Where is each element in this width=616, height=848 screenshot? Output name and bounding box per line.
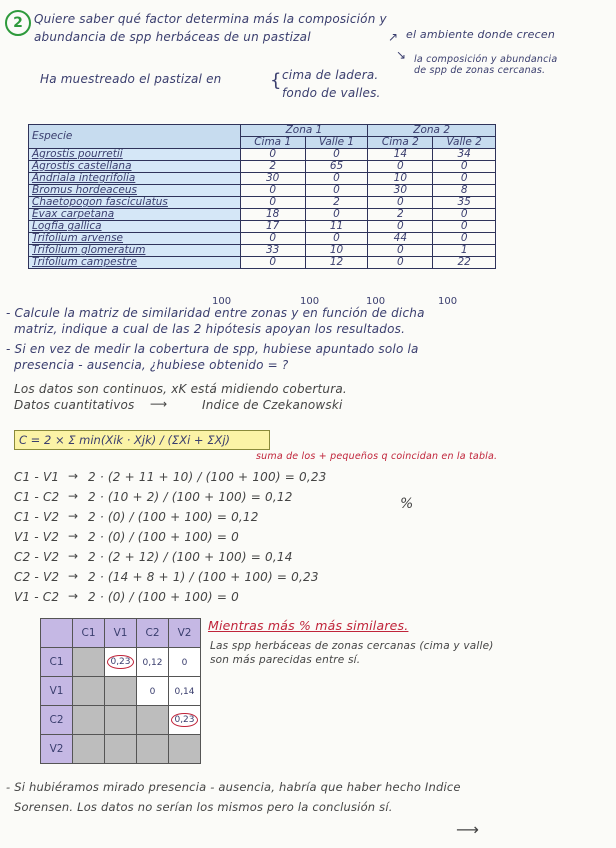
highlighted-value: 0,23 (107, 655, 133, 669)
site-2: fondo de valles. (282, 86, 381, 100)
cover-value: 34 (433, 149, 496, 161)
matrix-cell (73, 677, 105, 706)
czekanowski-formula: C = 2 × Σ min(Xik · Xjk) / (ΣXi + ΣXj) (14, 430, 270, 450)
species-row (29, 221, 496, 233)
cover-value: 35 (433, 197, 496, 209)
highlighted-value: 0,23 (171, 713, 197, 727)
species-header: Especie (29, 125, 241, 149)
calc-expression: 2 · (0) / (100 + 100) = 0,12 (88, 510, 259, 524)
calc-pair: V1 - C2 (14, 590, 60, 604)
matrix-row-label: C2 (41, 706, 73, 735)
cover-value: 0 (433, 209, 496, 221)
matrix-col-c1: C1 (73, 619, 105, 648)
cover-value: 1 (433, 245, 496, 257)
final-line2: Sorensen. Los datos no serían los mismos pero la conclusión sí. (14, 800, 393, 814)
matrix-cell (73, 706, 105, 735)
matrix-row-label: V1 (41, 677, 73, 706)
arrow-icon: ⟶ (456, 820, 480, 839)
matrix-row-label: C1 (41, 648, 73, 677)
brace-icon: { (270, 70, 282, 91)
site-1: cima de ladera. (282, 68, 379, 82)
matrix-cell (169, 648, 201, 677)
matrix-row (41, 648, 201, 677)
intro-line1: Quiere saber qué factor determina más la composición y (34, 12, 387, 26)
question2-line1: - Si en vez de medir la cobertura de spp, hubiese apuntado solo la (6, 342, 419, 356)
species-name: Agrostis pourretii (29, 149, 241, 161)
cover-value: 30 (368, 185, 433, 197)
zone2-header: Zona 2 (368, 125, 496, 137)
subheader-valle2: Valle 2 (433, 137, 496, 149)
cover-value: 22 (433, 257, 496, 269)
cover-value: 18 (240, 209, 305, 221)
arrow-icon: → (68, 489, 79, 503)
cover-value: 0 (305, 233, 368, 245)
answer-line2b: Indice de Czekanowski (202, 398, 343, 412)
species-row (29, 197, 496, 209)
cover-value: 2 (305, 197, 368, 209)
cover-value: 0 (368, 161, 433, 173)
matrix-cell (105, 735, 137, 764)
matrix-cell (105, 706, 137, 735)
hypothesis-a: el ambiente donde crecen (406, 28, 555, 41)
conclusion-title: Mientras más % más similares. (208, 618, 409, 633)
arrow-icon: → (68, 569, 79, 583)
cover-value: 65 (305, 161, 368, 173)
arrow-icon: → (68, 509, 79, 523)
matrix-cell (73, 648, 105, 677)
matrix-cell (105, 648, 137, 677)
matrix-cell (137, 735, 169, 764)
cover-value: 0 (368, 221, 433, 233)
subheader-valle1: Valle 1 (305, 137, 368, 149)
calc-expression: 2 · (14 + 8 + 1) / (100 + 100) = 0,23 (88, 570, 319, 584)
answer-line1: Los datos son continuos, xK está midiendo cobertura. (14, 382, 347, 396)
matrix-row (41, 677, 201, 706)
matrix-col-v2: V2 (169, 619, 201, 648)
species-row (29, 149, 496, 161)
total-valle2: 100 (438, 296, 458, 307)
species-name: Bromus hordeaceus (29, 185, 241, 197)
cover-value: 0 (433, 233, 496, 245)
matrix-cell (169, 735, 201, 764)
cover-value: 0 (368, 197, 433, 209)
species-name: Chaetopogon fasciculatus (29, 197, 241, 209)
question1-line1: - Calcule la matriz de similaridad entre zonas y en función de dicha (6, 306, 425, 320)
arrow-icon: ↘ (396, 48, 407, 62)
arrow-icon: → (68, 549, 79, 563)
calc-expression: 2 · (2 + 12) / (100 + 100) = 0,14 (88, 550, 293, 564)
cover-value: 0 (240, 149, 305, 161)
cover-value: 10 (368, 173, 433, 185)
matrix-col-v1: V1 (105, 619, 137, 648)
matrix-cell (137, 648, 169, 677)
arrow-icon: ⟶ (150, 397, 168, 411)
question-number: 2 (5, 10, 31, 36)
species-row (29, 185, 496, 197)
species-name: Trifolium arvense (29, 233, 241, 245)
matrix-cell (73, 735, 105, 764)
question1-line2: matriz, indique a cual de las 2 hipótesis apoyan los resultados. (14, 322, 406, 336)
calc-expression: 2 · (2 + 11 + 10) / (100 + 100) = 0,23 (88, 470, 327, 484)
species-name: Agrostis castellana (29, 161, 241, 173)
cover-value: 11 (305, 221, 368, 233)
conclusion-line1: Las spp herbáceas de zonas cercanas (cima y valle) (210, 640, 494, 652)
cover-value: 0 (433, 173, 496, 185)
species-name: Andriala integrifolia (29, 173, 241, 185)
cover-value: 2 (240, 161, 305, 173)
species-row (29, 173, 496, 185)
formula-note: suma de los + pequeños q coincidan en la tabla. (256, 451, 498, 462)
cover-value: 8 (433, 185, 496, 197)
calc-expression: 2 · (0) / (100 + 100) = 0 (88, 590, 239, 604)
cover-value: 0 (305, 149, 368, 161)
cover-value: 0 (240, 233, 305, 245)
matrix-cell (105, 677, 137, 706)
cover-value: 0 (368, 257, 433, 269)
hypothesis-b-line2: de spp de zonas cercanas. (414, 65, 546, 76)
cover-value: 14 (368, 149, 433, 161)
conclusion-line2: son más parecidas entre sí. (210, 654, 361, 666)
arrow-icon: → (68, 529, 79, 543)
final-line1: - Si hubiéramos mirado presencia - ausencia, habría que haber hecho Indice (6, 780, 461, 794)
matrix-cell (169, 706, 201, 735)
species-name: Logfia gallica (29, 221, 241, 233)
answer-line2a: Datos cuantitativos (14, 398, 135, 412)
arrow-icon: → (68, 589, 79, 603)
total-cima1: 100 (212, 296, 232, 307)
cover-value: 0 (305, 173, 368, 185)
zone1-header: Zona 1 (240, 125, 368, 137)
similarity-matrix (40, 618, 201, 764)
calc-expression: 2 · (10 + 2) / (100 + 100) = 0,12 (88, 490, 293, 504)
matrix-cell (137, 706, 169, 735)
cover-value: 0 (433, 161, 496, 173)
matrix-row-label: V2 (41, 735, 73, 764)
species-row (29, 233, 496, 245)
matrix-corner (41, 619, 73, 648)
arrow-icon: → (68, 469, 79, 483)
matrix-value: 0,14 (174, 687, 195, 697)
cover-value: 30 (240, 173, 305, 185)
cover-value: 33 (240, 245, 305, 257)
intro-line2: abundancia de spp herbáceas de un pastizal (34, 30, 311, 44)
cover-value: 44 (368, 233, 433, 245)
matrix-cell (137, 677, 169, 706)
total-cima2: 100 (366, 296, 386, 307)
cover-value: 17 (240, 221, 305, 233)
cover-value: 0 (240, 257, 305, 269)
matrix-row (41, 706, 201, 735)
cover-value: 10 (305, 245, 368, 257)
calc-pair: C1 - V1 (14, 470, 60, 484)
calc-pair: C2 - V2 (14, 550, 60, 564)
cover-value: 2 (368, 209, 433, 221)
calc-expression: 2 · (0) / (100 + 100) = 0 (88, 530, 239, 544)
calc-pair: C2 - V2 (14, 570, 60, 584)
calc-pair: C1 - V2 (14, 510, 60, 524)
matrix-col-c2: C2 (137, 619, 169, 648)
cover-value: 0 (305, 185, 368, 197)
total-valle1: 100 (300, 296, 320, 307)
species-name: Trifolium glomeratum (29, 245, 241, 257)
species-row (29, 209, 496, 221)
species-row (29, 161, 496, 173)
species-row (29, 257, 496, 269)
species-table (28, 124, 496, 269)
percent-sign: % (400, 496, 414, 512)
hypothesis-b-line1: la composición y abundancia (414, 54, 558, 65)
matrix-value: 0 (149, 687, 156, 697)
subheader-cima2: Cima 2 (368, 137, 433, 149)
matrix-value: 0 (181, 658, 188, 668)
calc-pair: V1 - V2 (14, 530, 60, 544)
cover-value: 0 (240, 185, 305, 197)
matrix-value: 0,12 (142, 658, 163, 668)
species-row (29, 245, 496, 257)
cover-value: 12 (305, 257, 368, 269)
cover-value: 0 (305, 209, 368, 221)
arrow-icon: ↗ (388, 30, 399, 44)
cover-value: 0 (240, 197, 305, 209)
question2-line2: presencia - ausencia, ¿hubiese obtenido = ? (14, 358, 289, 372)
cover-value: 0 (433, 221, 496, 233)
calc-pair: C1 - C2 (14, 490, 60, 504)
sampled-text: Ha muestreado el pastizal en (40, 72, 222, 86)
matrix-cell (169, 677, 201, 706)
cover-value: 0 (368, 245, 433, 257)
species-name: Evax carpetana (29, 209, 241, 221)
species-name: Trifolium campestre (29, 257, 241, 269)
matrix-row (41, 735, 201, 764)
subheader-cima1: Cima 1 (240, 137, 305, 149)
